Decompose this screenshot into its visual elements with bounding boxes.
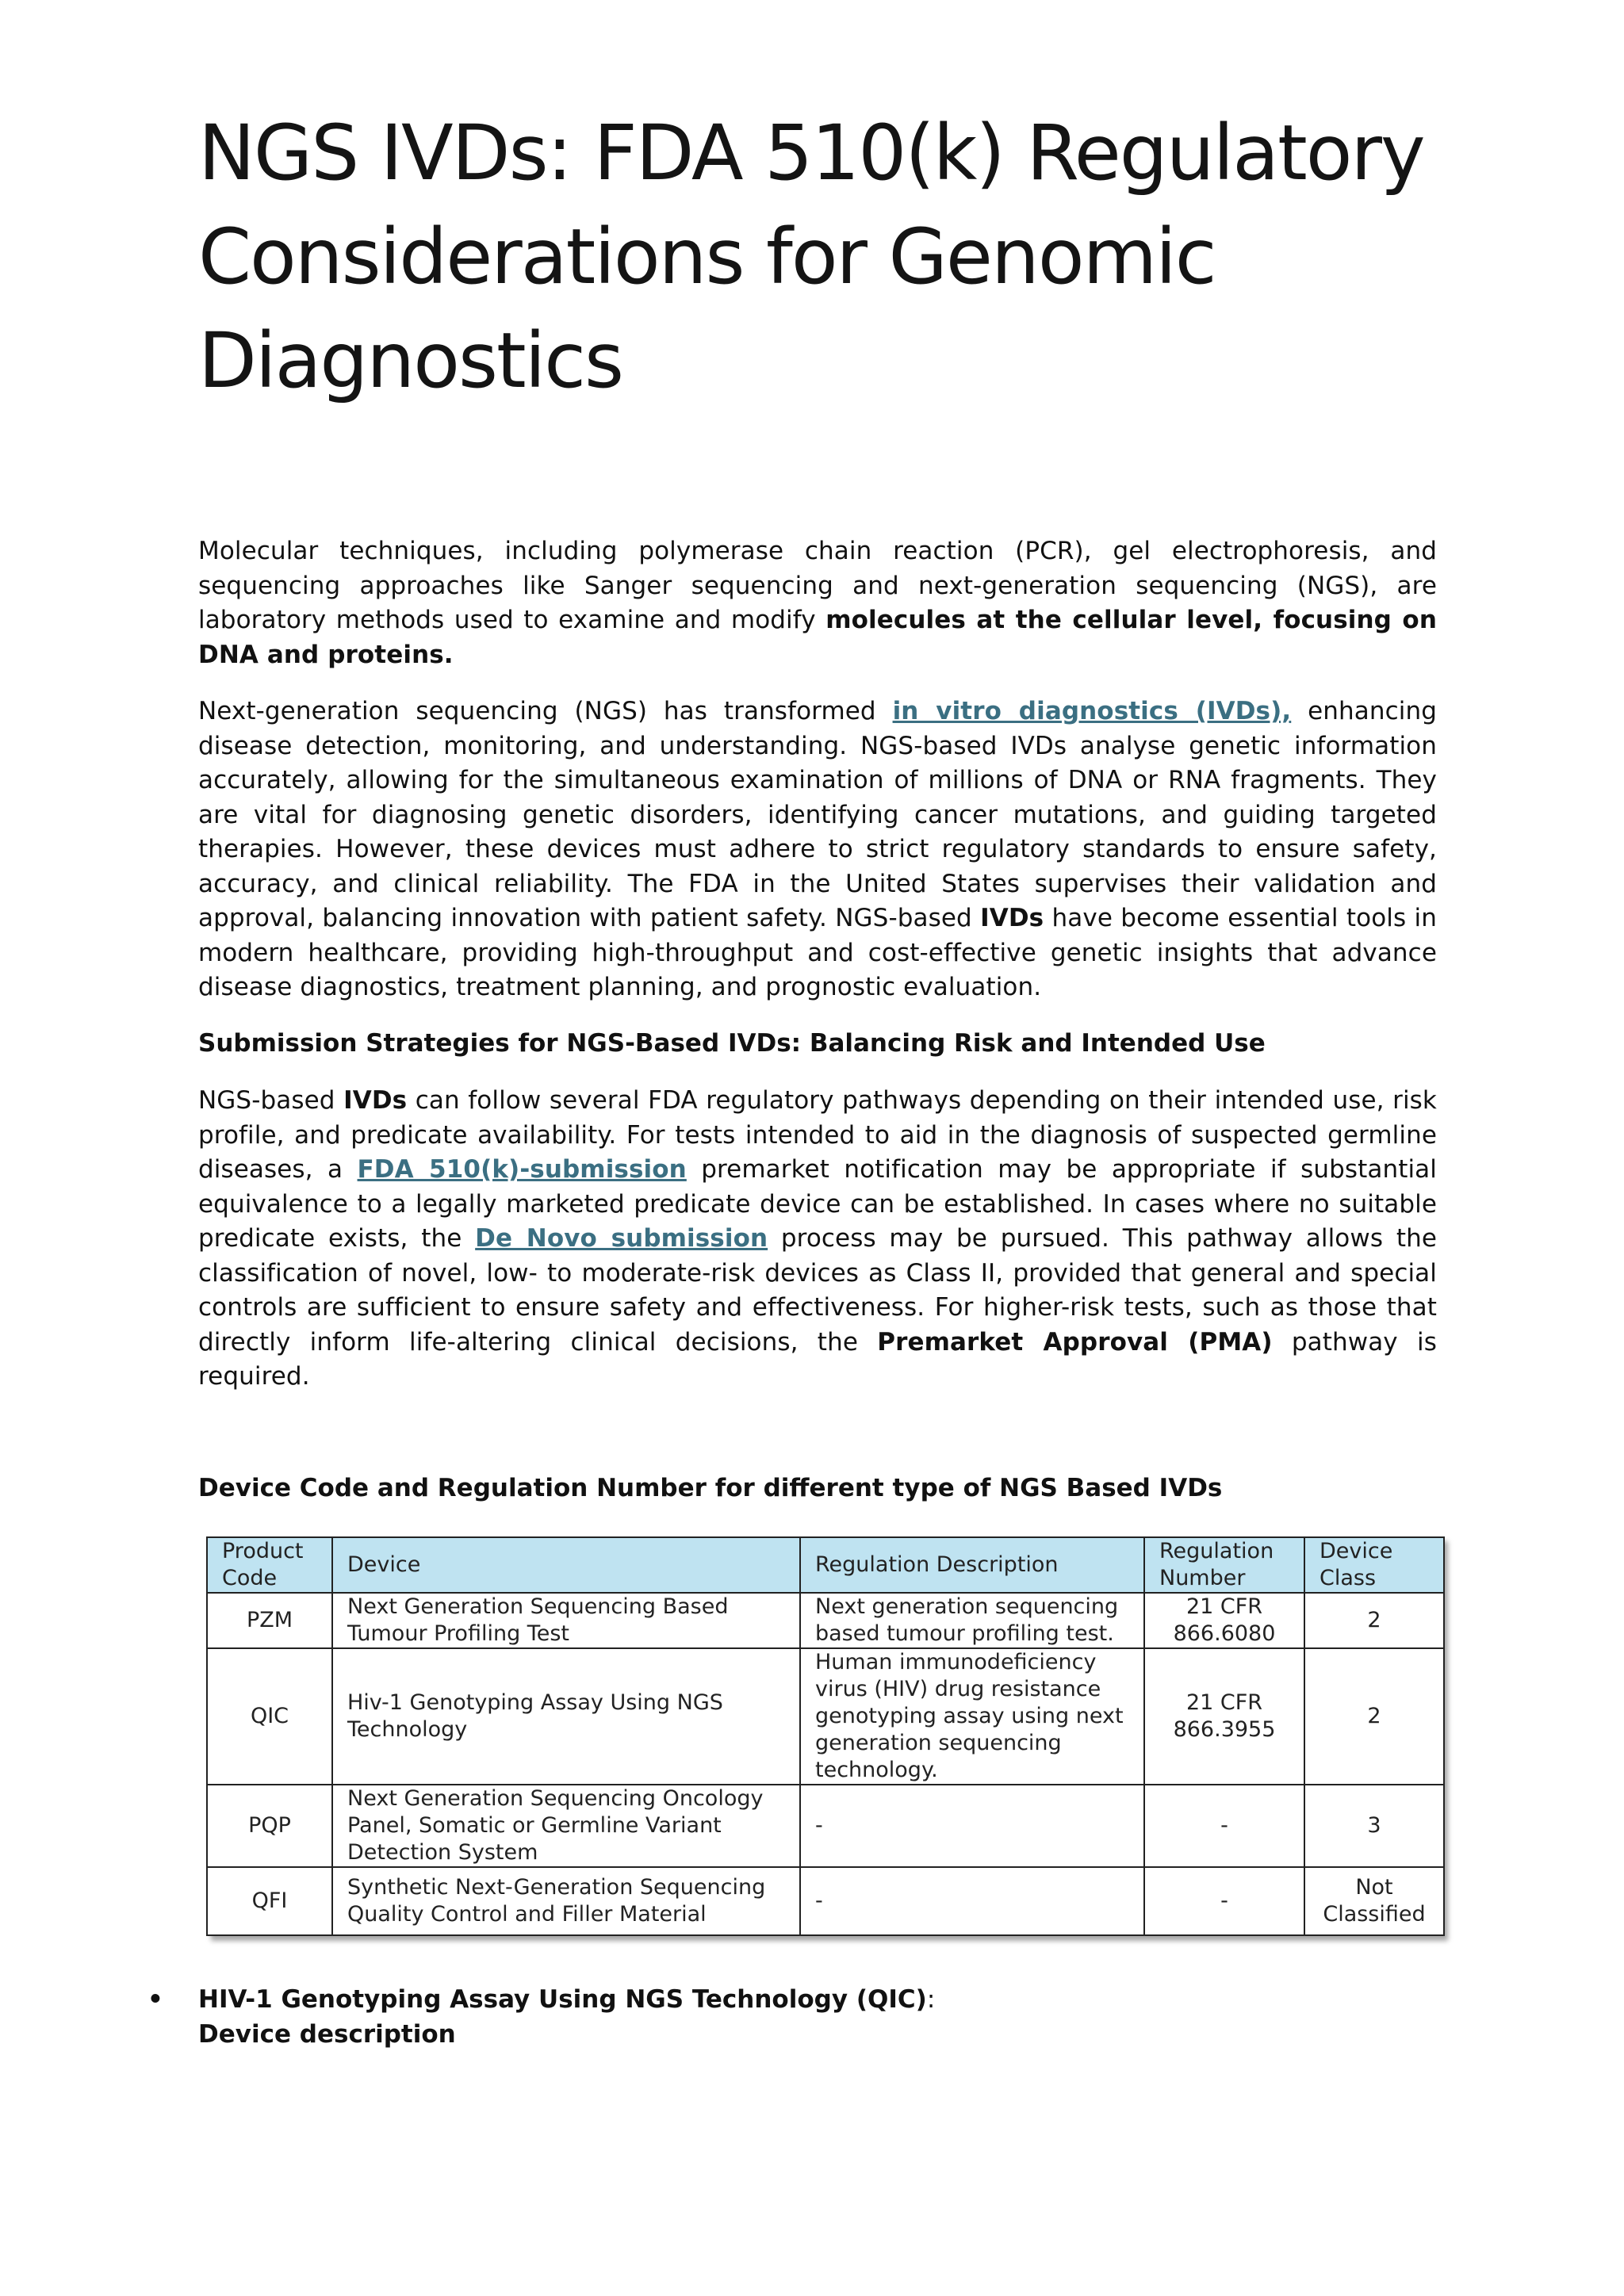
cell-product-code: QIC [207,1648,332,1785]
submission-text-start: NGS-based [198,1086,344,1115]
de-novo-submission-link[interactable]: De Novo submission [475,1224,768,1253]
cell-device: Hiv-1 Genotyping Assay Using NGS Technology [332,1648,800,1785]
intro-bold-text: molecules at the cellular level, focusing on DNA and proteins. [198,606,1437,669]
cell-product-code: PZM [207,1593,332,1648]
cell-device-class: 3 [1304,1785,1444,1867]
submission-text-4: pathway is required. [198,1327,1437,1391]
ngs-bold-ivds: IVDs [980,904,1044,932]
header-device-class: Device Class [1304,1537,1444,1593]
submission-text-1: can follow several FDA regulatory pathways depending on their intended use, risk profile, and predicate availability. For tests intended to aid in the diagnosis of suspected germline diseases, a [198,1086,1437,1184]
bullet-colon: : [926,1985,936,2014]
device-code-table-wrapper [206,1536,1443,1936]
table-row [207,1648,1444,1785]
bullet-dot: • [147,1985,163,2014]
submission-text-2: premarket notification may be appropriate if substantial equivalence to a legally marketed predicate device can be established. In cases where no suitable predicate exists, the [198,1155,1437,1253]
table-row [207,1593,1444,1648]
ngs-paragraph [198,695,1437,1005]
header-regulation-number: Regulation Number [1144,1537,1304,1593]
page-title: NGS IVDs: FDA 510(k) Regulatory Considerations for Genomic Diagnostics [198,109,1424,405]
table-header-row [207,1537,1444,1593]
ivd-link[interactable]: in vitro diagnostics (IVDs), [892,697,1292,725]
pma-bold-text: Premarket Approval (PMA) [877,1327,1273,1357]
submission-paragraph [198,1084,1437,1395]
intro-text: Molecular techniques, including polymerase chain reaction (PCR), gel electrophoresis, and sequencing approaches like Sanger sequencing and next-generation sequencing (NGS), are laboratory methods used to examine and modify [198,537,1437,634]
table-heading: Device Code and Regulation Number for different type of NGS Based IVDs [198,1474,1223,1502]
cell-regulation-description: Human immunodeficiency virus (HIV) drug resistance genotyping assay using next generation sequencing technology. [800,1648,1144,1785]
cell-product-code: QFI [207,1867,332,1935]
cell-regulation-number: 21 CFR 866.3955 [1144,1648,1304,1785]
cell-device: Next Generation Sequencing Based Tumour Profiling Test [332,1593,800,1648]
header-product-code: Product Code [207,1537,332,1593]
submission-text-3: process may be pursued. This pathway allows the classification of novel, low- to moderate-risk devices as Class II, provided that general and special controls are sufficient to ensure safety and effectiveness. For higher-risk tests, such as those that directly inform life-altering clinical decisions, the [198,1224,1437,1357]
header-device: Device [332,1537,800,1593]
bullet-list-item [147,1982,1437,2052]
cell-regulation-description: - [800,1785,1144,1867]
cell-regulation-number: - [1144,1867,1304,1935]
cell-device-class: 2 [1304,1593,1444,1648]
submission-heading: Submission Strategies for NGS-Based IVDs: Balancing Risk and Intended Use [198,1029,1266,1058]
cell-regulation-description: - [800,1867,1144,1935]
table-row [207,1867,1444,1935]
device-code-table [206,1536,1445,1936]
cell-regulation-number: - [1144,1785,1304,1867]
header-regulation-description: Regulation Description [800,1537,1144,1593]
cell-device-class: 2 [1304,1648,1444,1785]
cell-product-code: PQP [207,1785,332,1867]
ngs-text-middle: enhancing disease detection, monitoring, and understanding. NGS-based IVDs analyse genetic information accurately, allowing for the simultaneous examination of millions of DNA or RNA fragments. They are vital for diagnosing genetic disorders, identifying cancer mutations, and guiding targeted therapies. However, these devices must adhere to strict regulatory standards to ensure safety, accuracy, and clinical reliability. The FDA in the United States supervises their validation and approval, balancing innovation with patient safety. NGS-based [198,697,1438,932]
cell-regulation-description: Next generation sequencing based tumour profiling test. [800,1593,1144,1648]
submission-bold-ivds: IVDs [343,1086,408,1115]
cell-device-class: Not Classified [1304,1867,1444,1935]
510k-submission-link[interactable]: FDA 510(k)-submission [357,1155,687,1184]
cell-regulation-number: 21 CFR 866.6080 [1144,1593,1304,1648]
cell-device: Synthetic Next-Generation Sequencing Quality Control and Filler Material [332,1867,800,1935]
intro-paragraph [198,534,1437,672]
bullet-subtitle: Device description [198,2020,456,2049]
ngs-text-start: Next-generation sequencing (NGS) has transformed [198,697,893,725]
ngs-text-end: have become essential tools in modern healthcare, providing high-throughput and cost-effective genetic insights that advance disease diagnostics, treatment planning, and prognostic evaluation. [198,904,1438,1001]
cell-device: Next Generation Sequencing Oncology Panel, Somatic or Germline Variant Detection System [332,1785,800,1867]
table-row [207,1785,1444,1867]
bullet-title: HIV-1 Genotyping Assay Using NGS Technology (QIC) [198,1985,927,2014]
